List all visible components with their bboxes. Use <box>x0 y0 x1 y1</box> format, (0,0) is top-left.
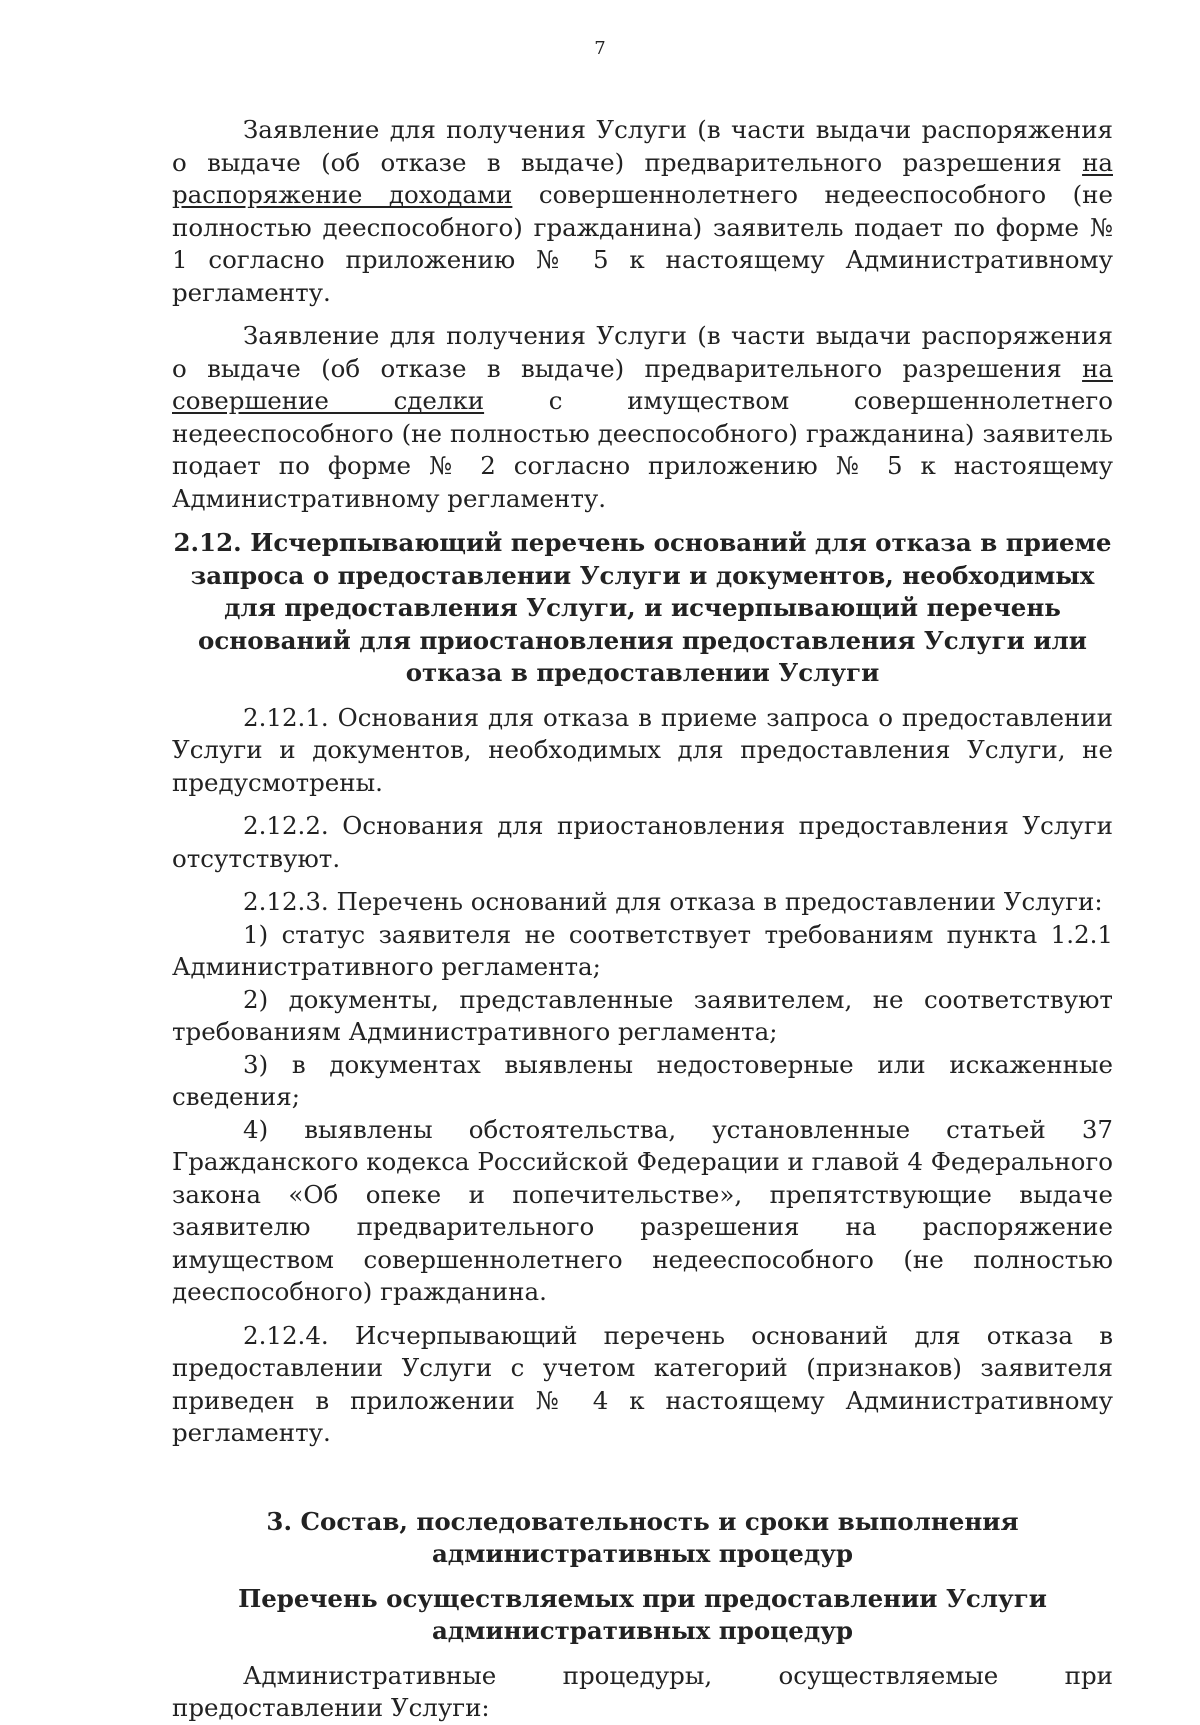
paragraph-text: с имуществом совершеннолетнего недееспособного (не полностью дееспособного) гражданина) заявитель подает по форме № 2 согласно приложению № 5 к настоящему Административному регламенту. <box>172 386 1114 513</box>
paragraph-2-12-1: 2.12.1. Основания для отказа в приеме запроса о предоставлении Услуги и документов, необходимых для предоставления Услуги, не предусмотрены. <box>172 702 1113 797</box>
underlined-phrase: на совершение сделки <box>172 353 1113 415</box>
paragraph-2-12-2: 2.12.2. Основания для приостановления предоставления Услуги отсутствуют. <box>172 811 1113 873</box>
paragraph-text: совершеннолетнего недееспособного (не полностью дееспособного) гражданина) заявитель подает по форме № 1 согласно приложению № 5 к настоящему Административному регламенту. <box>172 180 1113 307</box>
list-item: 4) выявлены обстоятельства, установленные статьей 37 Гражданского кодекса Российской Федерации и главой 4 Федерального закона «Об опеке и попечительстве», препятствующие выдаче заявителю предварительного разрешения на распоряжение имуществом совершеннолетнего недееспособного (не полностью дееспособного) гражданина. <box>172 1114 1113 1306</box>
page-content <box>172 114 1113 1725</box>
page-number: 7 <box>594 38 606 59</box>
paragraph-2-12-4: 2.12.4. Исчерпывающий перечень оснований для отказа в предоставлении Услуги с учетом категорий (признаков) заявителя приведен в приложении № 4 к настоящему Административному регламенту. <box>172 1320 1113 1447</box>
paragraph-procedures-intro: Административные процедуры, осуществляемые при предоставлении Услуги: <box>172 1660 1113 1722</box>
paragraph-text: Заявление для получения Услуги (в части выдачи распоряжения о выдаче (об отказе в выдаче) предварительного разрешения <box>172 115 1113 177</box>
paragraph-application-form-2 <box>172 320 1113 515</box>
paragraph-text: Заявление для получения Услуги (в части выдачи распоряжения о выдаче (об отказе в выдаче) предварительного разрешения <box>172 321 1113 383</box>
paragraph-2-12-3: 2.12.3. Перечень оснований для отказа в предоставлении Услуги: <box>243 887 1103 916</box>
list-item: 2) документы, представленные заявителем, не соответствуют требованиям Административного регламента; <box>172 984 1113 1046</box>
paragraph-application-form-1 <box>172 114 1113 309</box>
underlined-phrase: на распоряжение доходами <box>172 147 1113 209</box>
list-item: 1) статус заявителя не соответствует требованиям пункта 1.2.1 Административного регламента; <box>172 919 1113 981</box>
section-heading-3: 3. Состав, последовательность и сроки выполнения административных процедур <box>266 1506 1019 1568</box>
section-heading-2-12: 2.12. Исчерпывающий перечень оснований для отказа в приеме запроса о предоставлении Услуги и документов, необходимых для предоставления Услуги, и исчерпывающий перечень оснований для приостановления предоставления Услуги или отказа в предоставлении Услуги <box>173 528 1112 687</box>
subsection-heading: Перечень осуществляемых при предоставлении Услуги административных процедур <box>238 1583 1047 1645</box>
list-item: 3) в документах выявлены недостоверные или искаженные сведения; <box>172 1049 1113 1111</box>
